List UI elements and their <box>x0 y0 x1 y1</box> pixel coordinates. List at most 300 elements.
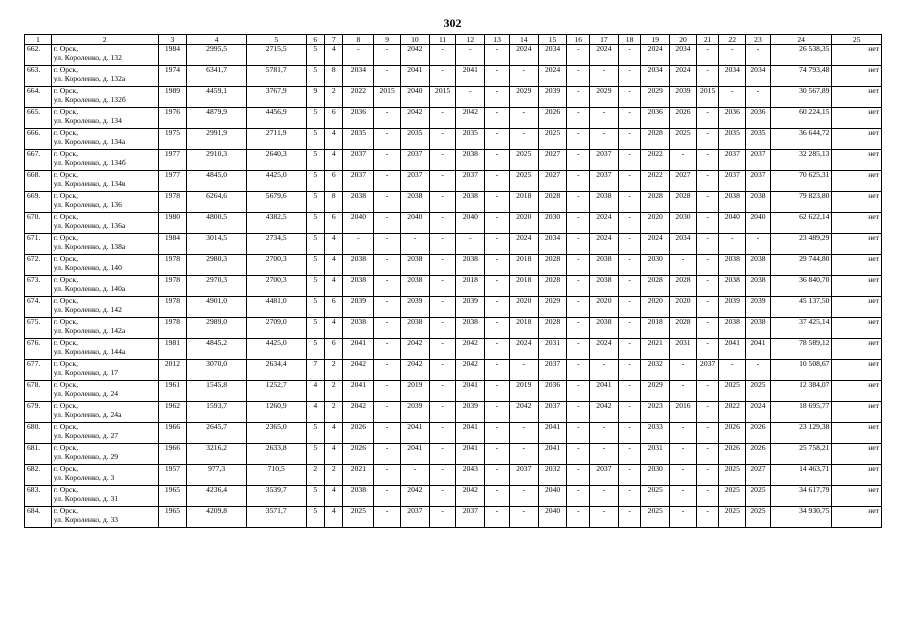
table-cell-col-13: - <box>485 255 510 276</box>
row-number: 668. <box>25 171 52 192</box>
table-cell-col-4: 2991,9 <box>187 129 247 150</box>
table-cell-col-14: 2018 <box>509 276 538 297</box>
table-cell-col-11: - <box>429 360 456 381</box>
table-cell-col-3: 1965 <box>158 486 187 507</box>
table-cell-col-11: - <box>429 213 456 234</box>
table-cell-col-24: 79 823,80 <box>770 192 832 213</box>
table-cell-col-16: - <box>567 192 590 213</box>
table-cell-col-13: - <box>485 297 510 318</box>
table-cell-col-3: 1978 <box>158 276 187 297</box>
table-cell-col-20: 2024 <box>670 66 697 87</box>
table-cell-col-9: - <box>374 402 401 423</box>
table-cell-col-7: 8 <box>325 66 343 87</box>
table-cell-col-24: 70 625,31 <box>770 171 832 192</box>
table-cell-col-8: 2040 <box>343 213 374 234</box>
table-cell-col-22: 2022 <box>719 402 746 423</box>
table-cell-col-23: - <box>746 360 771 381</box>
table-row <box>25 444 882 465</box>
table-cell-col-21: - <box>696 507 719 528</box>
table-cell-col-8: 2036 <box>343 108 374 129</box>
table-cell-col-15: 2040 <box>538 486 567 507</box>
table-cell-col-8: 2038 <box>343 276 374 297</box>
table-cell-col-11: - <box>429 108 456 129</box>
table-cell-col-12: 2018 <box>456 276 485 297</box>
column-number-header: 6 <box>306 35 324 45</box>
page-number: 302 <box>443 16 462 30</box>
table-cell-col-11: - <box>429 486 456 507</box>
address-city: г. Орск, <box>53 212 78 221</box>
table-cell-col-16: - <box>567 423 590 444</box>
row-number: 664. <box>25 87 52 108</box>
table-cell-col-14: 2020 <box>509 213 538 234</box>
table-cell-col-12: 2042 <box>456 360 485 381</box>
address-city: г. Орск, <box>53 86 78 95</box>
table-cell-col-4: 6264,6 <box>187 192 247 213</box>
table-cell-col-12: 2035 <box>456 129 485 150</box>
table-cell-col-13: - <box>485 276 510 297</box>
table-cell-col-5: 3539,7 <box>246 486 306 507</box>
address-cell <box>51 192 158 213</box>
table-cell-col-13: - <box>485 213 510 234</box>
table-cell-col-17: 2037 <box>590 171 619 192</box>
address-street: ул. Короленко, д. 142 <box>53 304 122 314</box>
table-cell-col-23: 2034 <box>746 66 771 87</box>
address-cell <box>51 297 158 318</box>
table-cell-col-5: 2734,5 <box>246 234 306 255</box>
address-city: г. Орск, <box>53 401 78 410</box>
row-number: 667. <box>25 150 52 171</box>
table-cell-col-7: 4 <box>325 423 343 444</box>
table-cell-col-11: - <box>429 192 456 213</box>
table-row <box>25 318 882 339</box>
table-cell-col-15: 2034 <box>538 234 567 255</box>
table-cell-col-16: - <box>567 213 590 234</box>
column-number-header: 12 <box>456 35 485 45</box>
table-row <box>25 45 882 66</box>
table-cell-col-5: 2711,9 <box>246 129 306 150</box>
table-cell-col-12: 2042 <box>456 486 485 507</box>
table-row <box>25 360 882 381</box>
table-cell-col-10: 2038 <box>401 192 430 213</box>
table-cell-col-3: 1961 <box>158 381 187 402</box>
address-city: г. Орск, <box>53 359 78 368</box>
table-cell-col-5: 2709,0 <box>246 318 306 339</box>
table-cell-col-12: 2041 <box>456 444 485 465</box>
table-cell-col-20: - <box>670 444 697 465</box>
table-cell-col-22: 2037 <box>719 171 746 192</box>
address-street: ул. Короленко, д. 142а <box>53 325 126 335</box>
table-cell-col-18: - <box>618 45 641 66</box>
table-cell-col-3: 1976 <box>158 108 187 129</box>
table-cell-col-24: 45 137,50 <box>770 297 832 318</box>
table-cell-col-25: нет <box>832 66 882 87</box>
address-cell <box>51 45 158 66</box>
table-cell-col-18: - <box>618 465 641 486</box>
table-cell-col-18: - <box>618 444 641 465</box>
table-cell-col-18: - <box>618 108 641 129</box>
table-cell-col-6: 5 <box>306 318 324 339</box>
column-number-header: 2 <box>51 35 158 45</box>
table-cell-col-5: 3571,7 <box>246 507 306 528</box>
table-cell-col-10: 2042 <box>401 360 430 381</box>
address-cell <box>51 486 158 507</box>
table-cell-col-7: 4 <box>325 486 343 507</box>
table-cell-col-7: 6 <box>325 108 343 129</box>
table-cell-col-17: 2038 <box>590 318 619 339</box>
table-cell-col-18: - <box>618 66 641 87</box>
address-cell <box>51 360 158 381</box>
column-number-header: 22 <box>719 35 746 45</box>
table-cell-col-12: 2042 <box>456 108 485 129</box>
table-cell-col-22: 2026 <box>719 444 746 465</box>
table-cell-col-14: 2025 <box>509 150 538 171</box>
table-cell-col-21: - <box>696 486 719 507</box>
row-number: 678. <box>25 381 52 402</box>
table-cell-col-16: - <box>567 234 590 255</box>
table-cell-col-18: - <box>618 381 641 402</box>
table-cell-col-20: - <box>670 486 697 507</box>
table-cell-col-19: 2031 <box>641 444 670 465</box>
table-cell-col-8: 2026 <box>343 444 374 465</box>
table-cell-col-21: - <box>696 381 719 402</box>
table-cell-col-12: 2038 <box>456 150 485 171</box>
address-cell <box>51 108 158 129</box>
table-cell-col-6: 5 <box>306 297 324 318</box>
table-cell-col-20: - <box>670 150 697 171</box>
column-number-header: 19 <box>641 35 670 45</box>
table-cell-col-13: - <box>485 129 510 150</box>
table-cell-col-7: 2 <box>325 381 343 402</box>
table-cell-col-18: - <box>618 276 641 297</box>
table-cell-col-18: - <box>618 297 641 318</box>
table-cell-col-4: 4845,0 <box>187 171 247 192</box>
table-cell-col-20: 2039 <box>670 87 697 108</box>
table-cell-col-24: 32 285,13 <box>770 150 832 171</box>
table-cell-col-24: 34 930,75 <box>770 507 832 528</box>
table-cell-col-20: 2028 <box>670 192 697 213</box>
table-cell-col-19: 2032 <box>641 360 670 381</box>
table-cell-col-21: - <box>696 339 719 360</box>
table-cell-col-22: - <box>719 360 746 381</box>
table-cell-col-18: - <box>618 402 641 423</box>
address-cell <box>51 507 158 528</box>
table-cell-col-5: 4481,0 <box>246 297 306 318</box>
table-cell-col-12: 2041 <box>456 381 485 402</box>
table-cell-col-21: - <box>696 129 719 150</box>
column-number-header: 17 <box>590 35 619 45</box>
table-cell-col-24: 30 567,89 <box>770 87 832 108</box>
table-cell-col-20: 2025 <box>670 129 697 150</box>
column-number-header: 16 <box>567 35 590 45</box>
table-cell-col-24: 34 617,79 <box>770 486 832 507</box>
table-cell-col-6: 5 <box>306 171 324 192</box>
table-cell-col-3: 1989 <box>158 87 187 108</box>
table-cell-col-19: 2020 <box>641 297 670 318</box>
table-row <box>25 423 882 444</box>
address-city: г. Орск, <box>53 506 78 515</box>
table-cell-col-16: - <box>567 150 590 171</box>
table-cell-col-19: 2025 <box>641 507 670 528</box>
table-cell-col-25: нет <box>832 192 882 213</box>
table-cell-col-17: 2024 <box>590 234 619 255</box>
table-cell-col-7: 4 <box>325 444 343 465</box>
address-cell <box>51 465 158 486</box>
table-cell-col-25: нет <box>832 318 882 339</box>
table-cell-col-16: - <box>567 87 590 108</box>
table-cell-col-21: - <box>696 297 719 318</box>
table-cell-col-22: 2038 <box>719 318 746 339</box>
table-cell-col-14: - <box>509 444 538 465</box>
table-cell-col-15: 2026 <box>538 108 567 129</box>
table-cell-col-22: 2025 <box>719 486 746 507</box>
table-cell-col-4: 977,3 <box>187 465 247 486</box>
address-street: ул. Короленко, д. 24 <box>53 388 119 398</box>
address-city: г. Орск, <box>53 464 78 473</box>
table-cell-col-17: - <box>590 507 619 528</box>
table-cell-col-15: 2028 <box>538 318 567 339</box>
table-cell-col-12: 2039 <box>456 297 485 318</box>
table-cell-col-21: 2037 <box>696 360 719 381</box>
table-cell-col-11: - <box>429 129 456 150</box>
table-cell-col-13: - <box>485 360 510 381</box>
row-number: 670. <box>25 213 52 234</box>
table-cell-col-20: - <box>670 507 697 528</box>
table-cell-col-9: - <box>374 66 401 87</box>
table-row <box>25 486 882 507</box>
table-cell-col-7: 2 <box>325 360 343 381</box>
row-number: 676. <box>25 339 52 360</box>
table-cell-col-22: - <box>719 87 746 108</box>
table-row <box>25 192 882 213</box>
table-cell-col-12: 2037 <box>456 171 485 192</box>
table-cell-col-5: 2634,4 <box>246 360 306 381</box>
table-cell-col-13: - <box>485 423 510 444</box>
address-cell <box>51 66 158 87</box>
table-cell-col-16: - <box>567 339 590 360</box>
table-cell-col-10: 2019 <box>401 381 430 402</box>
table-cell-col-8: 2021 <box>343 465 374 486</box>
table-cell-col-4: 3014,5 <box>187 234 247 255</box>
table-cell-col-13: - <box>485 45 510 66</box>
table-cell-col-9: - <box>374 192 401 213</box>
table-cell-col-4: 3070,0 <box>187 360 247 381</box>
table-cell-col-24: 62 622,14 <box>770 213 832 234</box>
table-cell-col-7: 4 <box>325 507 343 528</box>
table-cell-col-20: 2020 <box>670 297 697 318</box>
table-cell-col-9: - <box>374 444 401 465</box>
table-cell-col-17: 2037 <box>590 465 619 486</box>
table-cell-col-23: 2038 <box>746 318 771 339</box>
table-cell-col-20: 2028 <box>670 318 697 339</box>
table-cell-col-23: - <box>746 45 771 66</box>
table-cell-col-10: 2039 <box>401 402 430 423</box>
table-cell-col-6: 5 <box>306 66 324 87</box>
table-cell-col-13: - <box>485 465 510 486</box>
table-cell-col-7: 4 <box>325 255 343 276</box>
table-cell-col-17: - <box>590 486 619 507</box>
table-cell-col-8: 2041 <box>343 339 374 360</box>
table-cell-col-11: - <box>429 444 456 465</box>
table-cell-col-22: 2037 <box>719 150 746 171</box>
table-cell-col-5: 2715,5 <box>246 45 306 66</box>
table-cell-col-17: - <box>590 129 619 150</box>
table-cell-col-9: - <box>374 339 401 360</box>
table-cell-col-6: 5 <box>306 339 324 360</box>
table-cell-col-14: - <box>509 423 538 444</box>
table-cell-col-19: 2022 <box>641 171 670 192</box>
address-street: ул. Короленко, д. 134 <box>53 115 122 125</box>
address-street: ул. Короленко, д. 144а <box>53 346 126 356</box>
table-cell-col-11: - <box>429 423 456 444</box>
address-cell <box>51 402 158 423</box>
address-street: ул. Короленко, д. 136 <box>53 199 122 209</box>
table-cell-col-20: 2016 <box>670 402 697 423</box>
table-cell-col-4: 2995,5 <box>187 45 247 66</box>
table-cell-col-6: 2 <box>306 465 324 486</box>
table-cell-col-16: - <box>567 276 590 297</box>
table-cell-col-8: 2025 <box>343 507 374 528</box>
table-cell-col-19: 2034 <box>641 66 670 87</box>
table-cell-col-16: - <box>567 255 590 276</box>
table-cell-col-5: 2700,3 <box>246 276 306 297</box>
column-number-header: 5 <box>246 35 306 45</box>
table-cell-col-10: 2038 <box>401 318 430 339</box>
address-city: г. Орск, <box>53 254 78 263</box>
table-cell-col-10: 2039 <box>401 297 430 318</box>
address-cell <box>51 87 158 108</box>
table-cell-col-14: 2024 <box>509 339 538 360</box>
table-cell-col-25: нет <box>832 171 882 192</box>
table-cell-col-24: 23 489,29 <box>770 234 832 255</box>
table-cell-col-3: 2012 <box>158 360 187 381</box>
table-row <box>25 213 882 234</box>
row-number: 669. <box>25 192 52 213</box>
table-cell-col-16: - <box>567 108 590 129</box>
table-row <box>25 381 882 402</box>
table-cell-col-17: 2042 <box>590 402 619 423</box>
table-cell-col-3: 1977 <box>158 171 187 192</box>
table-cell-col-5: 4456,9 <box>246 108 306 129</box>
table-cell-col-15: 2025 <box>538 129 567 150</box>
table-cell-col-3: 1978 <box>158 318 187 339</box>
table-cell-col-3: 1965 <box>158 507 187 528</box>
table-cell-col-19: 2025 <box>641 486 670 507</box>
address-city: г. Орск, <box>53 233 78 242</box>
table-cell-col-18: - <box>618 507 641 528</box>
table-row <box>25 171 882 192</box>
table-cell-col-24: 74 793,48 <box>770 66 832 87</box>
table-cell-col-15: 2024 <box>538 66 567 87</box>
table-cell-col-17: 2024 <box>590 339 619 360</box>
table-cell-col-14: - <box>509 507 538 528</box>
table-cell-col-17: 2024 <box>590 45 619 66</box>
table-cell-col-10: 2038 <box>401 255 430 276</box>
table-cell-col-20: 2030 <box>670 213 697 234</box>
table-cell-col-10: - <box>401 234 430 255</box>
table-cell-col-15: 2037 <box>538 402 567 423</box>
table-cell-col-11: - <box>429 318 456 339</box>
table-cell-col-7: 6 <box>325 339 343 360</box>
table-cell-col-3: 1962 <box>158 402 187 423</box>
table-cell-col-10: 2037 <box>401 507 430 528</box>
table-cell-col-21: 2015 <box>696 87 719 108</box>
column-number-header: 24 <box>770 35 832 45</box>
table-cell-col-5: 4425,0 <box>246 171 306 192</box>
table-cell-col-23: - <box>746 234 771 255</box>
table-cell-col-11: - <box>429 297 456 318</box>
table-cell-col-25: нет <box>832 507 882 528</box>
table-cell-col-19: 2030 <box>641 465 670 486</box>
row-number: 672. <box>25 255 52 276</box>
row-number: 675. <box>25 318 52 339</box>
row-number: 680. <box>25 423 52 444</box>
row-number: 673. <box>25 276 52 297</box>
table-row <box>25 87 882 108</box>
table-cell-col-22: 2036 <box>719 108 746 129</box>
row-number: 684. <box>25 507 52 528</box>
table-cell-col-25: нет <box>832 150 882 171</box>
table-row <box>25 129 882 150</box>
table-cell-col-8: 2038 <box>343 486 374 507</box>
table-cell-col-13: - <box>485 234 510 255</box>
table-cell-col-4: 3216,2 <box>187 444 247 465</box>
address-street: ул. Короленко, д. 134б <box>53 157 126 167</box>
table-cell-col-4: 1593,7 <box>187 402 247 423</box>
table-cell-col-21: - <box>696 45 719 66</box>
table-cell-col-24: 29 744,80 <box>770 255 832 276</box>
address-cell <box>51 213 158 234</box>
table-cell-col-13: - <box>485 66 510 87</box>
table-cell-col-14: 2018 <box>509 255 538 276</box>
table-cell-col-21: - <box>696 318 719 339</box>
address-cell <box>51 171 158 192</box>
table-cell-col-18: - <box>618 87 641 108</box>
table-cell-col-13: - <box>485 507 510 528</box>
table-cell-col-9: - <box>374 360 401 381</box>
table-cell-col-8: 2041 <box>343 381 374 402</box>
address-city: г. Орск, <box>53 275 78 284</box>
table-cell-col-22: 2034 <box>719 66 746 87</box>
table-cell-col-14: - <box>509 129 538 150</box>
table-cell-col-17: 2024 <box>590 213 619 234</box>
table-cell-col-22: 2035 <box>719 129 746 150</box>
housing-register-table <box>24 34 882 528</box>
table-cell-col-16: - <box>567 402 590 423</box>
table-cell-col-25: нет <box>832 234 882 255</box>
table-cell-col-11: - <box>429 171 456 192</box>
table-cell-col-6: 5 <box>306 213 324 234</box>
table-cell-col-20: - <box>670 381 697 402</box>
address-city: г. Орск, <box>53 422 78 431</box>
table-cell-col-21: - <box>696 150 719 171</box>
table-cell-col-12: 2041 <box>456 66 485 87</box>
table-cell-col-8: 2042 <box>343 402 374 423</box>
column-number-header: 18 <box>618 35 641 45</box>
table-cell-col-17: - <box>590 444 619 465</box>
table-cell-col-15: 2028 <box>538 276 567 297</box>
table-cell-col-15: 2041 <box>538 423 567 444</box>
address-city: г. Орск, <box>53 317 78 326</box>
table-cell-col-9: - <box>374 297 401 318</box>
column-number-header: 25 <box>832 35 882 45</box>
table-cell-col-6: 5 <box>306 507 324 528</box>
table-cell-col-23: 2027 <box>746 465 771 486</box>
table-cell-col-7: 8 <box>325 192 343 213</box>
table-cell-col-16: - <box>567 465 590 486</box>
table-cell-col-23: 2024 <box>746 402 771 423</box>
table-cell-col-14: - <box>509 108 538 129</box>
address-street: ул. Короленко, д. 27 <box>53 430 119 440</box>
